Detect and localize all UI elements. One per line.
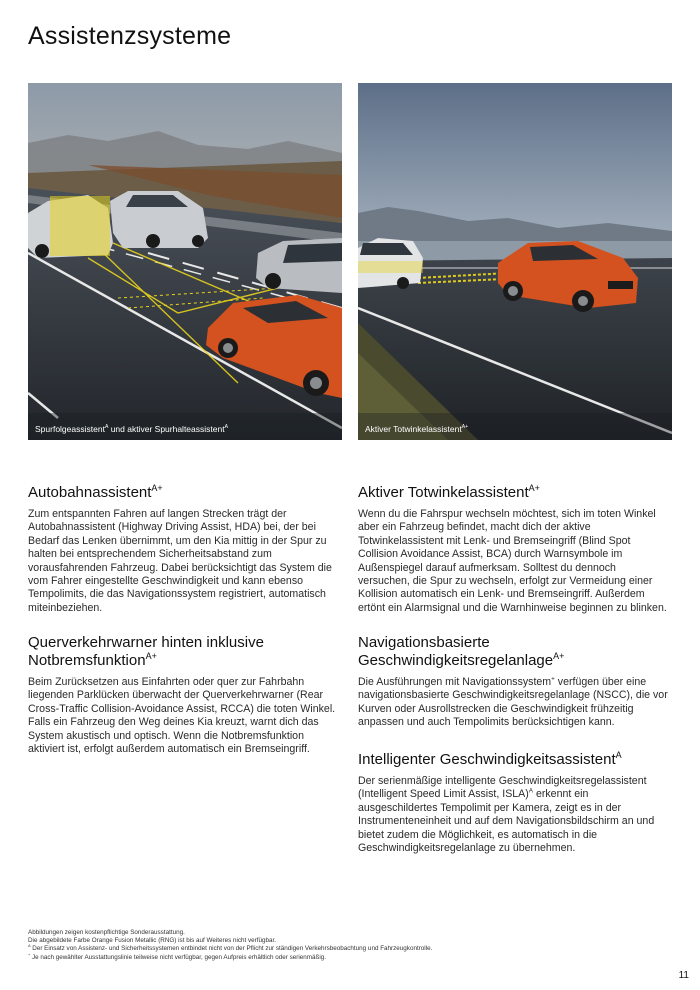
section-rear-cross-traffic: [28, 634, 338, 756]
section-heading: Autobahnassistent$^{A+}$: [28, 483, 163, 501]
section-body: Der serienmäßige intelligente Geschwindigkeitsregelassistent (Intelligent Speed Limit Assist, ISLA)$^A$ erkennt ein ausgeschildertes Tempolimit per Kamera, zeigt es in der Instrumenteneinheit und auf dem Navigationsbildschirm an und bietet zudem die Möglichkeit, es automatisch in die Geschwindigkeitsregelanlage zu übernehmen.: [358, 775, 655, 855]
section-body: Wenn du die Fahrspur wechseln möchtest, sich im toten Winkel aber ein Fahrzeug befindet, macht dich der aktive Totwinkelassistent mit Lenk- und Bremseingriff (Blind Spot Collision Avoidance Assist, BCA) durch Warnsymbole im Außenspiegel darauf aufmerksam. Solltest du dennoch versuchen, die Spur zu wechseln, erfolgt zur Vermeidung einer Kollision automatisch ein Lenk- und Bremseingriff. Außerdem ertönt ein Alarmsignal und die Warnhinweise beginnen zu blinken.: [358, 508, 667, 614]
white-car-left: [358, 238, 423, 289]
section-highway-driving-assist: [28, 484, 338, 615]
page-number: 11: [678, 970, 689, 981]
section-body: Die Ausführungen mit Navigationssystem+ verfügen über eine navigationsbasierte Geschwindigkeitsregelanlage (NSCC), die vor Kurven oder Ausrollstrecken die Geschwindigkeit frühzeitig anpassen und auch Tempolimits berücksichtigen kann.: [358, 675, 668, 729]
photo-caption-right: Aktiver Totwinkelassistent$^{A+}$: [365, 424, 469, 434]
section-speed-limit-assist: [358, 751, 668, 855]
section-heading: Navigationsbasierte Geschwindigkeitsregelanlage$^{A+}$: [358, 634, 565, 669]
coastal-road-scene-image: [358, 83, 672, 440]
section-heading: Querverkehrwarner hinten inklusive Notbremsfunktion$^{A+}$: [28, 634, 264, 669]
footnote: Die abgebildete Farbe Orange Fusion Metallic (RNG) ist bis auf Weiteres nicht verfügbar.: [28, 937, 277, 945]
section-navigation-cruise-control: [358, 634, 668, 730]
section-blind-spot-assist: [358, 484, 668, 615]
footnote: $^A$ Der Einsatz von Assistenz- und Sicherheitssystemen entbindet nicht von der Pflicht zur ständigen Verkehrsbeobachtung und Fahrzeugkontrolle.: [28, 944, 433, 953]
section-body: Zum entspannten Fahren auf langen Strecken trägt der Autobahnassistent (Highway Driving Assist, HDA) bei, der bei Bedarf das Lenken übernimmt, um den Kia mittig in der Spur zu halten bei entsprechendem Sicherheitsabstand zum vorausfahrenden Fahrzeug. Dabei berücksichtigt das System die vom Fahrer eingestellte Geschwindigkeit und kann ebenso Tempolimits, die das Navigationssystem registriert, automatisch miteinbeziehen.: [28, 508, 332, 614]
section-body: Beim Zurücksetzen aus Einfahrten oder quer zur Fahrbahn liegenden Parklücken überwacht der Querverkehrwarner (Rear Cross-Traffic Collision-Avoidance Assist, RCCA) die toten Winkel. Falls ein Fahrzeug den Weg deines Kia kreuzt, warnt dich das System akustisch und optisch. Wenn die Notbremsfunktion aktiviert ist, erfolgt außerdem automatisch ein Bremseingriff.: [28, 676, 336, 756]
photo-caption-left: Spurfolgeassistent$^A$ und aktiver Spurhalteassistent$^A$: [35, 424, 228, 434]
footnote: Abbildungen zeigen kostenpflichtige Sonderausstattung.: [28, 929, 185, 936]
highway-scene-image: [28, 83, 342, 440]
footnotes: [28, 929, 648, 962]
photo-blind-spot-assist: [358, 83, 672, 440]
photo-lane-following-assist: [28, 83, 342, 440]
page-title: Assistenzsysteme: [28, 22, 232, 50]
footnote: + Je nach gewählter Ausstattungslinie teilweise nicht verfügbar, gegen Aufpreis erhältlich oder serienmäßig.: [28, 952, 326, 961]
section-heading: Intelligenter Geschwindigkeitsassistent$^A$: [358, 750, 622, 768]
section-heading: Aktiver Totwinkelassistent$^{A+}$: [358, 483, 540, 501]
